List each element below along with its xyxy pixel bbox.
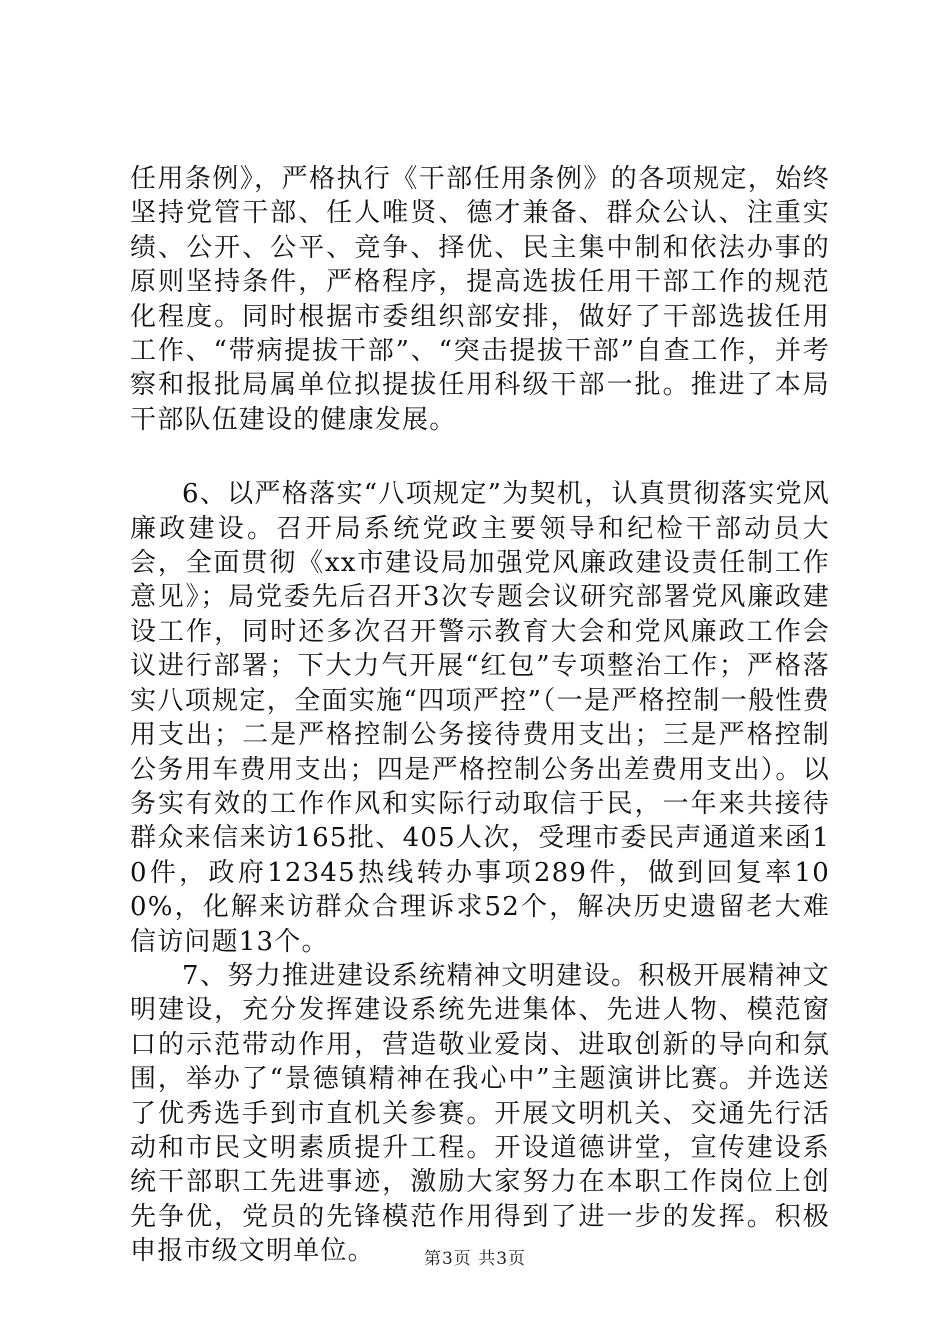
document-body: [130, 162, 830, 1269]
paragraph-clean-governance: 6、以严格落实“八项规定”为契机，认真贯彻落实党风廉政建设。召开局系统党政主要领导和纪检干部动员大会，全面贯彻《xx市建设局加强党风廉政建设责任制工作意见》；局党委先后召开3次专题会议研究部署党风廉政建设工作，同时还多次召开警示教育大会和党风廉政工作会议进行部署；下大力气开展“红包”专项整治工作；严格落实八项规定，全面实施“四项严控”（一是严格控制一般性费用支出；二是严格控制公务接待费用支出；三是严格控制公务用车费用支出；四是严格控制公务出差费用支出）。以务实有效的工作作风和实际行动取信于民，一年来共接待群众来信来访165批、405人次，受理市委民声通道来函10件，政府12345热线转办事项289件，做到回复率100%，化解来访群众合理诉求52个，解决历史遗留老大难信访问题13个。: [130, 479, 830, 957]
paragraph-cadre-appointment: 任用条例》，严格执行《干部任用条例》的各项规定，始终坚持党管干部、任人唯贤、德才兼备、群众公认、注重实绩、公开、公平、竞争、择优、民主集中制和依法办事的原则坚持条件，严格程序，提高选拔任用干部工作的规范化程度。同时根据市委组织部安排，做好了干部选拔任用工作、“带病提拔干部”、“突击提拔干部”自查工作，并考察和报批局属单位拟提拔任用科级干部一批。推进了本局干部队伍建设的健康发展。: [130, 164, 830, 435]
paragraph-spiritual-civilization: 7、努力推进建设系统精神文明建设。积极开展精神文明建设，充分发挥建设系统先进集体、先进人物、模范窗口的示范带动作用，营造敬业爱岗、进取创新的导向和氛围，举办了“景德镇精神在我心中”主题演讲比赛。并选送了优秀选手到市直机关参赛。开展文明机关、交通先行活动和市民文明素质提升工程。开设道德讲堂，宣传建设系统干部职工先进事迹，激励大家努力在本职工作岗位上创先争优，党员的先锋模范作用得到了进一步的发挥。积极申报市级文明单位。: [130, 960, 830, 1267]
paragraph-spacer: [130, 437, 830, 477]
page-number-footer: 第3页 共3页: [423, 1249, 527, 1269]
